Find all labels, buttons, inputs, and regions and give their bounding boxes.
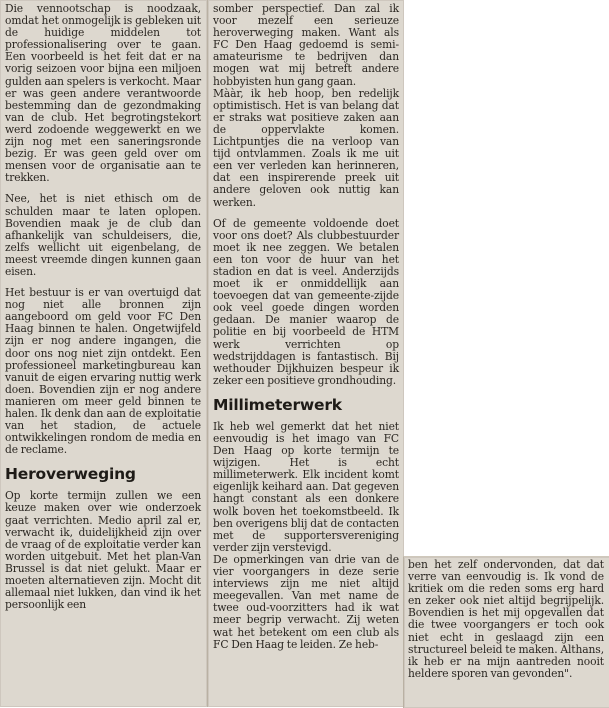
paragraph: Die vennootschap is noodzaak, omdat het onmogelijk is gebleken uit de huidige middelen tot professionalisering over te gaan. Een voorbeeld is het feit dat er na vorig seizoen voor bijna een miljoen gulden aan spelers is verkocht. Maar er was geen andere verantwoorde bestemming dan de gezondmaking van de club. Het begrotingstekort werd zodoende weggewerkt en we zijn nog met een saneringsronde bezig. Er was geen geld over om mensen voor de organisatie aan te trekken.	[5, 2, 201, 185]
paragraph: De opmerkingen van drie van de vier voorgangers in deze serie interviews zijn me niet altijd meegevallen. Van met name de twee oud-voorzitters had ik wat meer begrip verwacht. Zij weten wat het betekent om een club als FC Den Haag te leiden. Ze heb-	[213, 552, 399, 651]
subheading-heroverweging: Heroverweging	[5, 465, 136, 484]
article-column-1	[5, 3, 201, 611]
paragraph: Of de gemeente voldoende doet voor ons doet? Als clubbestuurder moet ik nee zeggen. We betalen een ton voor de huur van het stadion en dat is veel. Anderzijds moet ik er onmiddellijk aan toevoegen dat van gemeente-zijde ook veel goede dingen worden gedaan. De manier waarop de politie en bij voorbeeld de HTM werk verrichten op wedstrijddagen is fantastisch. Bij wethouder Dijkhuizen bespeur ik zeker een positieve grondhouding.	[213, 216, 399, 387]
paragraph: Op korte termijn zullen we een keuze maken over wie onderzoek gaat verrichten. Medio april zal er, verwacht ik, duidelijkheid zijn over de vraag of de exploitatie verder kan worden uitgebuit. Met het plan-Van Brussel is dat niet gelukt. Maar er moeten alternatieven zijn. Mocht dit allemaal niet lukken, dan vind ik het persoonlijk een	[5, 489, 201, 612]
paragraph: Ik heb wel gemerkt dat het niet eenvoudig is het imago van FC Den Haag op korte termijn te wijzigen. Het is echt millimeterwerk. Elk incident komt eigenlijk keihard aan. Dat gegeven hangt constant als een donkere wolk boven het toekomstbeeld. Ik ben overigens blij dat de contacten met de supportersvereniging verder zijn verstevigd.	[213, 419, 399, 554]
subheading-millimeterwerk: Millimeterwerk	[213, 395, 342, 414]
paragraph: Het bestuur is er van overtuigd dat nog niet alle bronnen zijn aangeboord om geld voor FC Den Haag binnen te halen. Ongetwijfeld zijn er nog andere ingangen, die door ons nog niet zijn ontdekt. Een professioneel marketingbureau kan vanuit de eigen ervaring nuttig werk doen. Bovendien zijn er nog andere manieren om meer geld binnen te halen. Ik denk dan aan de exploitatie van het stadion, de actuele ontwikkelingen rondom de media en de reclame.	[5, 286, 201, 457]
paragraph: Nee, het is niet ethisch om de schulden maar te laten oplopen. Bovendien maak je de club dan afhankelijk van schuldeisers, die, zelfs wellicht uit eigenbelang, de meest vreemde dingen kunnen gaan eisen.	[5, 192, 201, 278]
paragraph: ben het zelf ondervonden, dat dat verre van eenvoudig is. Ik vond de kritiek om die reden soms erg hard en zeker ook niet altijd begrijpelijk. Bovendien is het mij opgevallen dat die twee voorgangers er toch ook niet echt in geslaagd zijn een structureel beleid te maken. Althans, ik heb er na mijn aantreden nooit heldere sporen van gevonden".	[408, 558, 604, 680]
paragraph: Mààr, ik heb hoop, ben redelijk optimistisch. Het is van belang dat er straks wat positieve zaken aan de oppervlakte komen. Lichtpuntjes die na verloop van tijd ontvlammen. Zoals ik me uit een ver verleden kan herinneren, dat een inspirerende preek uit andere geloven ook nuttig kan werken.	[213, 86, 399, 209]
paragraph: somber perspectief. Dan zal ik voor mezelf een serieuze heroverweging maken. Want als FC Den Haag gedoemd is semi-amateurisme te bedrijven dan mogen wat mij betreft andere hobbyisten hun gang gaan.	[213, 2, 399, 88]
article-column-2	[213, 3, 399, 651]
article-column-3	[408, 559, 604, 680]
